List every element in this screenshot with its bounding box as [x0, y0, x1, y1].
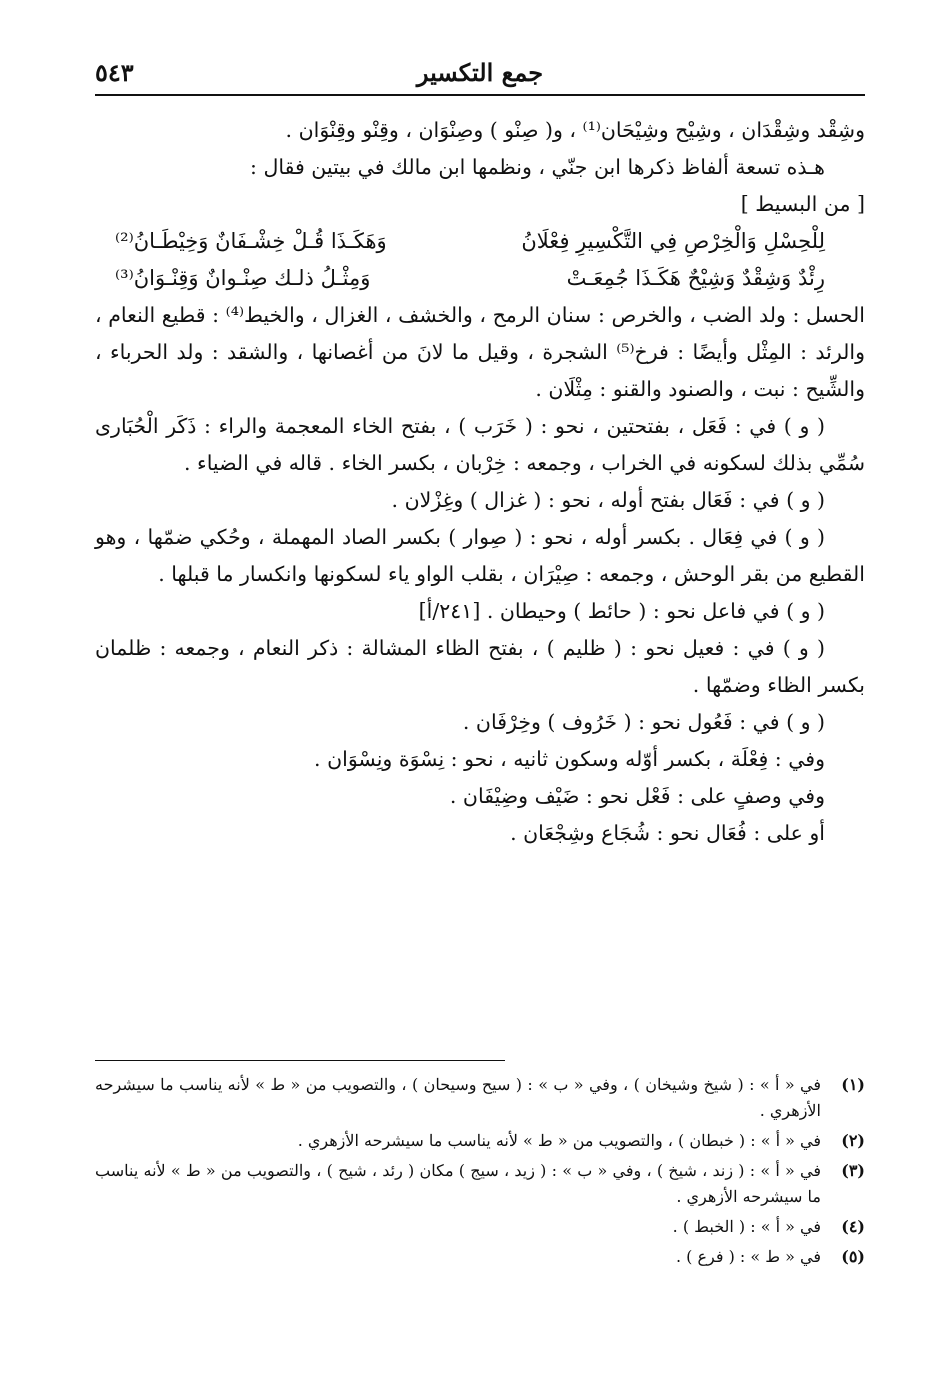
- paragraph: وفي وصفٍ على : فَعْل نحو : ضَيْف وضِيْفَان .: [449, 784, 825, 808]
- verse-hemistich-first: رِئْدٌ وَشِقْدٌ وَشِيْحٌ هَكَـذَا جُمِعَـتْ: [566, 266, 825, 290]
- main-text: [95, 112, 865, 852]
- footnote: [95, 1158, 865, 1210]
- footnote-text: في « أ » : ( خبطان ) ، والتصويب من « ط » لأنه يناسب ما سيشرحه الأزهري .: [297, 1131, 821, 1150]
- book-page: [95, 50, 865, 1350]
- page-number: ٥٤٣: [95, 58, 134, 87]
- meter-label: [ من البسيط ]: [740, 192, 865, 216]
- footnote: [95, 1244, 865, 1270]
- footnotes: [95, 1072, 865, 1274]
- paragraph: وشِقْد وشِقْدَان ، وشِيْح وشِيْحَان⁽¹⁾ ، و( صِنْو ) وصِنْوَان ، وقِنْو وقِنْوَان .: [285, 118, 865, 142]
- footnote-divider: [95, 1060, 505, 1061]
- paragraph: الحسل : ولد الضب ، والخرص : سنان الرمح ، والخشف ، الغزال ، والخيط⁽⁴⁾ : قطيع النعام ، والرئد : المِثْل وأيضًا : فرخ⁽⁵⁾ الشجرة ، وقيل ما لانَ من أغصانها ، والشقد : ولد الحرباء ، والشِّيح : نبت ، والصنود والقنو : مِثْلَان .: [95, 303, 866, 401]
- verse-hemistich-second: وَهَكَـذَا قُـلْ خِشْـفَانٌ وَخِيْطَـانُ⁽²⁾: [115, 229, 387, 253]
- footnote: [95, 1128, 865, 1154]
- paragraph: هـذه تسعة ألفاظ ذكرها ابن جنّي ، ونظمها ابن مالك في بيتين فقال :: [250, 155, 825, 179]
- paragraph: ( و ) في : فَعَل ، بفتحتين ، نحو : ( خَرَب ) ، بفتح الخاء المعجمة والراء : ذَكَر الْحُبَارى سُمِّي بذلك لسكونه في الخراب ، وجمعه : خِرْبان ، بكسر الخاء . قاله في الضياء .: [95, 414, 865, 475]
- footnote-text: في « ط » : ( فرع ) .: [675, 1247, 821, 1266]
- footnote-text: في « أ » : ( الخبط ) .: [672, 1217, 821, 1236]
- footnote-number: (٤): [841, 1217, 865, 1236]
- footnote-text: في « أ » : ( زند ، شيخ ) ، وفي « ب » : ( زيد ، سيج ) مكان ( رئد ، شيح ) ، والتصويب من « ط » لأنه يناسب ما سيشرحه الأزهري .: [95, 1161, 821, 1206]
- footnote: [95, 1214, 865, 1240]
- footnote-text: في « أ » : ( شيخ وشيخان ) ، وفي « ب » : ( سيح وسيحان ) ، والتصويب من « ط » لأنه يناسب ما سيشرحه الأزهري .: [95, 1075, 821, 1120]
- verse-hemistich-first: لِلْحِسْلِ وَالْخِرْصِ فِي التَّكْسِيرِ فِعْلَانُ: [521, 229, 825, 253]
- footnote-number: (٥): [841, 1247, 865, 1266]
- verse-line: [115, 260, 825, 297]
- paragraph: ( و ) في فاعل نحو : ( حائط ) وحيطان . [٢٤١/أ]: [418, 599, 825, 623]
- paragraph: ( و ) في فِعَال . بكسر أوله ، نحو : ( صِوار ) بكسر الصاد المهملة ، وحُكي ضمّها ، وهو القطيع من بقر الوحش ، وجمعه : صِيْرَان ، بقلب الواو ياء لسكونها وانكسار ما قبلها .: [95, 525, 865, 586]
- footnote-number: (٢): [841, 1131, 865, 1150]
- footnote-number: (٣): [841, 1161, 865, 1180]
- page-title: جمع التكسير: [416, 58, 544, 87]
- footnote-number: (١): [841, 1075, 865, 1094]
- paragraph: ( و ) في : فعيل نحو : ( ظليم ) ، بفتح الظاء المشالة : ذكر النعام ، وجمعه : ظلمان بكسر الظاء وضمّها .: [95, 636, 865, 697]
- paragraph: ( و ) في : فَعُول نحو : ( خَرُوف ) وخِرْفَان .: [462, 710, 825, 734]
- paragraph: ( و ) في : فَعَال بفتح أوله ، نحو : ( غزال ) وغِزْلان .: [391, 488, 825, 512]
- paragraph: وفي : فِعْلَة ، بكسر أوّله وسكون ثانيه ، نحو : نِسْوَة ونِسْوَان .: [314, 747, 825, 771]
- paragraph: أو على : فُعَال نحو : شُجَاع وشِجْعَان .: [510, 821, 825, 845]
- verse-hemistich-second: وَمِثْـلُ ذلـك صِنْـوانٌ وَقِنْـوَانُ⁽³⁾: [115, 266, 371, 290]
- footnote: [95, 1072, 865, 1124]
- page-header: [95, 50, 865, 96]
- verse-line: [115, 223, 825, 260]
